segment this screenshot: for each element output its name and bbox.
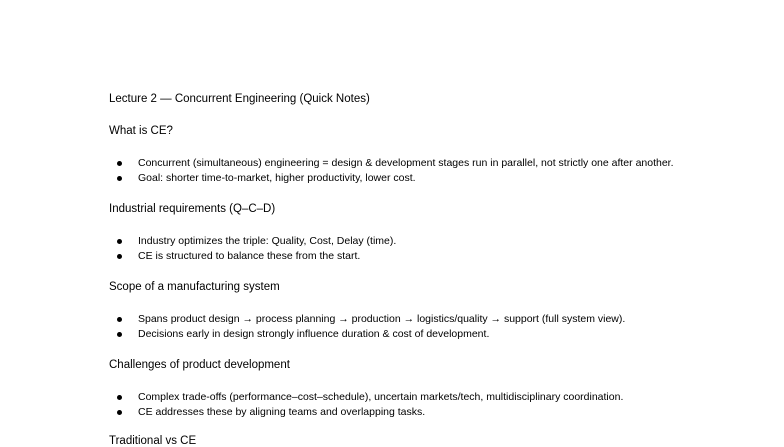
bullet-icon: [117, 395, 122, 400]
bullet-icon: [117, 317, 122, 322]
bullet-icon: [117, 332, 122, 337]
list-item: [117, 172, 416, 184]
section-heading-what-is-ce: What is CE?: [109, 125, 173, 137]
bullet-text: Concurrent (simultaneous) engineering = design & development stages run in parallel, not strictly one after another.: [138, 157, 674, 169]
list-item: [117, 391, 623, 403]
bullet-text: Decisions early in design strongly influence duration & cost of development.: [138, 328, 490, 340]
list-item: [117, 250, 360, 262]
bullet-text: CE addresses these by aligning teams and overlapping tasks.: [138, 406, 426, 418]
bullet-text: CE is structured to balance these from the start.: [138, 250, 361, 262]
list-item: [117, 313, 625, 325]
list-item: [117, 328, 489, 340]
bullet-icon: [117, 239, 122, 244]
bullet-icon: [117, 176, 122, 181]
bullet-text: Spans product design → process planning → production → logistics/quality → support (full system view).: [138, 313, 626, 325]
section-heading-challenges: Challenges of product development: [109, 359, 290, 371]
section-heading-traditional-vs-ce: Traditional vs CE: [109, 435, 197, 447]
list-item: [117, 406, 425, 418]
list-item: [117, 235, 396, 247]
bullet-icon: [117, 410, 122, 415]
bullet-icon: [117, 254, 122, 259]
bullet-text: Complex trade-offs (performance–cost–schedule), uncertain markets/tech, multidisciplinary coordination.: [138, 391, 624, 403]
bullet-text: Goal: shorter time-to-market, higher productivity, lower cost.: [138, 172, 416, 184]
list-item: [117, 157, 674, 169]
section-heading-industrial-requirements: Industrial requirements (Q–C–D): [109, 203, 276, 215]
document-title: Lecture 2 — Concurrent Engineering (Quick Notes): [109, 93, 370, 105]
section-heading-scope: Scope of a manufacturing system: [109, 281, 280, 293]
bullet-icon: [117, 161, 122, 166]
bullet-text: Industry optimizes the triple: Quality, Cost, Delay (time).: [138, 235, 397, 247]
